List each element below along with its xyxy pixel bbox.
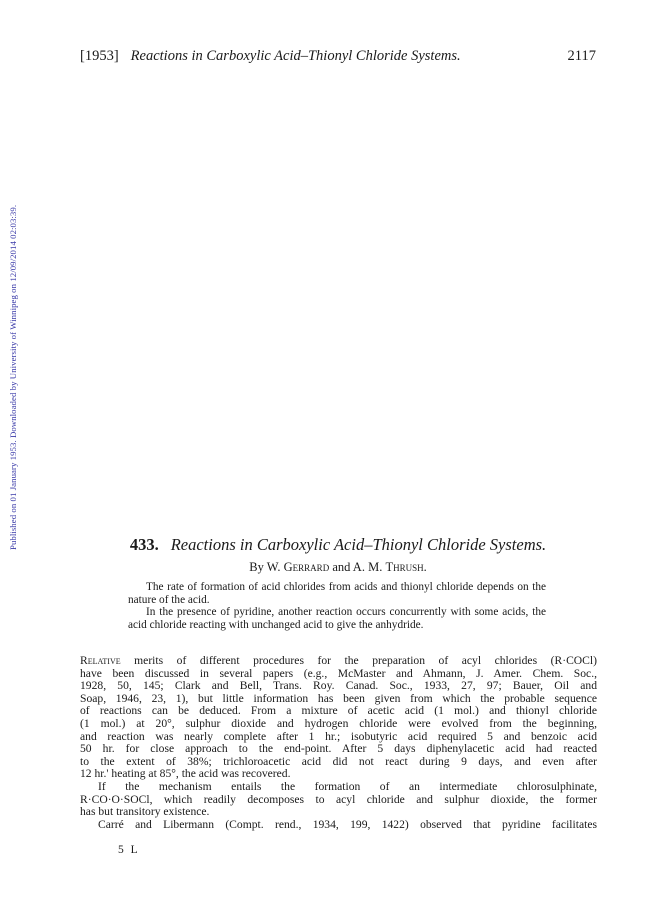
- body-line: of reactions can be deduced. From a mixture of acetic acid (1 mol.) and thionyl chloride: [80, 704, 597, 718]
- body-line: 1928, 50, 145; Clark and Bell, Trans. Roy. Canad. Soc., 1933, 27, 97; Bauer, Oil and: [80, 679, 597, 693]
- body-line: have been discussed in several papers (e.g., McMaster and Ahmann, J. Amer. Chem. Soc.,: [80, 666, 597, 680]
- body-text: [80, 655, 597, 831]
- abstract-paragraph: The rate of formation of acid chlorides from acids and thionyl chloride depends on the nature of the acid.: [128, 581, 546, 606]
- download-notice: [6, 70, 24, 550]
- body-line: has but transitory existence.: [80, 805, 210, 819]
- body-line: (1 mol.) at 20°, sulphur dioxide and hydrogen chloride were evolved from the beginning,: [80, 716, 597, 730]
- running-head: [80, 48, 596, 65]
- abstract-paragraph: In the presence of pyridine, another reaction occurs concurrently with some acids, the acid chloride reacting with unchanged acid to give the anhydride.: [128, 606, 546, 631]
- abstract: [128, 581, 546, 631]
- body-line: 50 hr. for close approach to the end-point. After 5 days diphenylacetic acid had reacted: [80, 742, 597, 756]
- article-title: [80, 535, 596, 555]
- download-notice-text: Published on 01 January 1953. Downloaded by University of Winnipeg on 12/09/2014 02:03:39.: [8, 204, 18, 550]
- signature-mark: 5 L: [118, 844, 140, 856]
- article-title-text: Reactions in Carboxylic Acid–Thionyl Chloride Systems.: [170, 535, 547, 554]
- body-line: and reaction was nearly complete after 1 hr.; isobutyric acid required 5 and benzoic acid: [80, 729, 597, 743]
- body-line: Relative merits of different procedures for the preparation of acyl chlorides (R·COCl): [80, 654, 597, 667]
- byline: [80, 560, 596, 575]
- body-line: R·CO·O·SOCl, which readily decomposes to acyl chloride and sulphur dioxide, the former: [80, 792, 597, 806]
- running-head-title: Reactions in Carboxylic Acid–Thionyl Chloride Systems.: [130, 48, 461, 64]
- running-head-year: [1953]: [80, 48, 119, 64]
- byline-text: By W. Gerrard and A. M. Thrush.: [249, 560, 427, 574]
- body-line: to the extent of 38%; trichloroacetic acid did not react during 9 days, and even after: [80, 754, 597, 768]
- body-line: 12 hr.' heating at 85°, the acid was recovered.: [80, 767, 291, 781]
- body-line: If the mechanism entails the formation of an intermediate chlorosulphinate,: [98, 779, 597, 793]
- article-number: 433.: [129, 535, 159, 554]
- body-line: Soap, 1946, 23, 1), but little information has been given from which the probable sequence: [80, 691, 597, 705]
- body-line: Carré and Libermann (Compt. rend., 1934, 199, 1422) observed that pyridine facilitates: [98, 817, 597, 831]
- page-number: 2117: [567, 48, 596, 64]
